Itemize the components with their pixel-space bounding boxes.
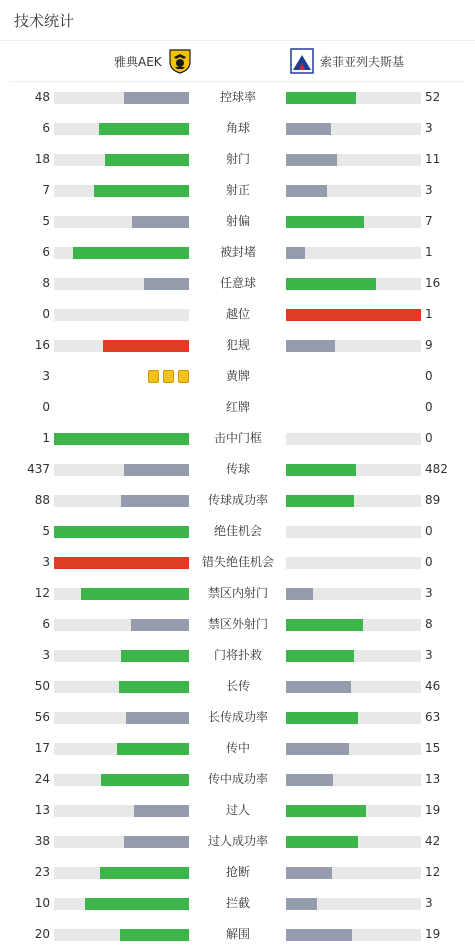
away-bar-track (286, 216, 421, 228)
away-bar-fill (286, 681, 351, 693)
away-bar-track (286, 464, 421, 476)
stat-row (0, 299, 475, 330)
away-bar-track (286, 278, 421, 290)
away-stat-value: 11 (425, 152, 441, 166)
stat-label: 射偏 (225, 214, 250, 228)
home-bar-track (54, 464, 189, 476)
away-bar-track (286, 247, 421, 259)
stat-label: 黄牌 (225, 369, 250, 383)
stat-row (0, 888, 475, 919)
home-bar-fill (81, 588, 189, 600)
away-stat-value: 8 (425, 617, 433, 631)
home-stat-value: 0 (42, 307, 50, 321)
home-stat-value: 7 (42, 183, 50, 197)
away-stat-value: 19 (425, 803, 441, 817)
stat-label: 错失绝佳机会 (201, 555, 274, 569)
stat-row (0, 919, 475, 950)
home-bar-fill (124, 836, 189, 848)
levski-crest-icon (290, 48, 314, 74)
away-bar-track (286, 154, 421, 166)
home-bar-fill (144, 278, 189, 290)
home-bar-track (54, 216, 189, 228)
home-bar-track (54, 712, 189, 724)
away-bar-fill (286, 216, 364, 228)
home-bar-fill (73, 247, 189, 259)
home-team[interactable] (114, 41, 192, 81)
away-stat-value: 42 (425, 834, 441, 848)
home-stat-value: 18 (34, 152, 50, 166)
home-bar-fill (100, 867, 189, 879)
away-stat-value: 52 (425, 90, 441, 104)
stat-label: 绝佳机会 (213, 524, 262, 538)
home-bar-fill (117, 743, 189, 755)
stat-label: 越位 (225, 307, 250, 321)
away-bar-track (286, 495, 421, 507)
away-bar-track (286, 526, 421, 538)
home-stat-value: 3 (42, 369, 50, 383)
home-stat-value: 12 (34, 586, 50, 600)
stat-row (0, 857, 475, 888)
home-bar-fill (121, 650, 189, 662)
home-stat-value: 437 (27, 462, 50, 476)
stat-row (0, 609, 475, 640)
away-stat-value: 0 (425, 555, 433, 569)
home-team-name: 雅典AEK (114, 54, 162, 69)
stat-row (0, 702, 475, 733)
away-bar-track (286, 867, 421, 879)
stat-label: 犯规 (225, 338, 250, 352)
stat-row (0, 82, 475, 113)
away-stat-value: 9 (425, 338, 433, 352)
away-bar-track (286, 123, 421, 135)
away-stat-value: 1 (425, 245, 433, 259)
home-stat-value: 88 (34, 493, 50, 507)
home-stat-value: 0 (42, 400, 50, 414)
stat-row (0, 206, 475, 237)
stat-label: 红牌 (225, 400, 250, 414)
away-bar-fill (286, 185, 327, 197)
away-stat-value: 7 (425, 214, 433, 228)
home-bar-track (54, 619, 189, 631)
away-stat-value: 12 (425, 865, 441, 879)
away-stat-value: 3 (425, 183, 433, 197)
home-bar-track (54, 743, 189, 755)
home-bar-fill (85, 898, 189, 910)
away-stat-value: 0 (425, 524, 433, 538)
home-bar-track (54, 433, 189, 445)
stats-list (0, 82, 475, 950)
yellow-cards (148, 370, 189, 383)
stat-label: 传球 (225, 462, 250, 476)
away-bar-fill (286, 278, 376, 290)
away-bar-fill (286, 867, 332, 879)
home-bar-track (54, 92, 189, 104)
stat-label: 长传 (225, 679, 250, 693)
away-stat-value: 0 (425, 431, 433, 445)
home-bar-fill (99, 123, 189, 135)
away-bar-track (286, 929, 421, 941)
home-bar-fill (120, 929, 189, 941)
away-bar-fill (286, 712, 358, 724)
home-stat-value: 10 (34, 896, 50, 910)
stat-row (0, 392, 475, 423)
stat-row (0, 795, 475, 826)
away-bar-fill (286, 154, 337, 166)
home-bar-fill (124, 464, 189, 476)
home-bar-track (54, 495, 189, 507)
home-bar-track (54, 588, 189, 600)
home-bar-fill (103, 340, 189, 352)
stat-row (0, 733, 475, 764)
home-stat-value: 50 (34, 679, 50, 693)
stat-row (0, 640, 475, 671)
home-bar-fill (132, 216, 189, 228)
stat-label: 长传成功率 (207, 710, 268, 724)
stat-label: 射门 (225, 152, 250, 166)
page-title: 技术统计 (14, 11, 75, 30)
away-bar-track (286, 340, 421, 352)
home-bar-track (54, 247, 189, 259)
stat-label: 传中成功率 (207, 772, 268, 786)
home-bar-fill (119, 681, 189, 693)
home-stat-value: 1 (42, 431, 50, 445)
stat-label: 门将扑救 (213, 648, 262, 662)
away-stat-value: 3 (425, 648, 433, 662)
home-stat-value: 17 (34, 741, 50, 755)
away-stat-value: 89 (425, 493, 441, 507)
home-bar-track (54, 340, 189, 352)
stat-row (0, 826, 475, 857)
away-stat-value: 13 (425, 772, 441, 786)
away-team[interactable] (290, 41, 404, 81)
home-stat-value: 56 (34, 710, 50, 724)
away-bar-track (286, 619, 421, 631)
away-bar-fill (286, 464, 356, 476)
home-stat-value: 38 (34, 834, 50, 848)
away-bar-fill (286, 495, 354, 507)
away-bar-track (286, 898, 421, 910)
yellow-card-icon (163, 370, 174, 383)
away-bar-fill (286, 619, 363, 631)
teams-bar (10, 41, 465, 82)
away-stat-value: 19 (425, 927, 441, 941)
away-bar-track (286, 774, 421, 786)
home-stat-value: 8 (42, 276, 50, 290)
stat-row (0, 454, 475, 485)
away-bar-track (286, 650, 421, 662)
stat-row (0, 547, 475, 578)
away-stat-value: 3 (425, 121, 433, 135)
stat-row (0, 144, 475, 175)
home-bar-track (54, 836, 189, 848)
home-stat-value: 20 (34, 927, 50, 941)
home-bar-track (54, 929, 189, 941)
stat-label: 拦截 (225, 896, 250, 910)
stat-row (0, 175, 475, 206)
stat-label: 过人成功率 (207, 834, 268, 848)
stats-header (0, 0, 475, 41)
home-bar-track (54, 867, 189, 879)
away-bar-fill (286, 123, 331, 135)
home-bar-fill (131, 619, 189, 631)
away-stat-value: 16 (425, 276, 441, 290)
home-bar-fill (124, 92, 189, 104)
home-bar-fill (94, 185, 189, 197)
home-bar-fill (105, 154, 189, 166)
away-bar-track (286, 433, 421, 445)
away-stat-value: 3 (425, 896, 433, 910)
away-bar-fill (286, 340, 335, 352)
home-bar-track (54, 650, 189, 662)
home-stat-value: 13 (34, 803, 50, 817)
home-stat-value: 6 (42, 245, 50, 259)
away-bar-track (286, 588, 421, 600)
stat-label: 抢断 (225, 865, 250, 879)
away-stat-value: 3 (425, 586, 433, 600)
home-bar-fill (54, 557, 189, 569)
home-stat-value: 24 (34, 772, 50, 786)
away-bar-fill (286, 929, 352, 941)
away-stat-value: 0 (425, 400, 433, 414)
stat-label: 过人 (225, 803, 250, 817)
stat-row (0, 330, 475, 361)
away-stat-value: 482 (425, 462, 448, 476)
home-bar-track (54, 154, 189, 166)
aek-crest-icon (168, 48, 192, 74)
home-bar-track (54, 309, 189, 321)
stat-row (0, 268, 475, 299)
stat-label: 射正 (225, 183, 250, 197)
away-bar-fill (286, 898, 317, 910)
stat-label: 角球 (225, 121, 250, 135)
stat-label: 传中 (225, 741, 250, 755)
away-bar-fill (286, 650, 354, 662)
stat-row (0, 578, 475, 609)
home-bar-track (54, 681, 189, 693)
home-stat-value: 3 (42, 555, 50, 569)
away-stat-value: 63 (425, 710, 441, 724)
home-bar-fill (101, 774, 189, 786)
stat-label: 任意球 (219, 276, 256, 290)
stat-label: 禁区外射门 (207, 617, 268, 631)
home-stat-value: 5 (42, 524, 50, 538)
yellow-card-icon (178, 370, 189, 383)
home-bar-track (54, 805, 189, 817)
away-bar-track (286, 92, 421, 104)
away-bar-track (286, 805, 421, 817)
away-bar-track (286, 309, 421, 321)
home-bar-track (54, 278, 189, 290)
home-bar-fill (121, 495, 189, 507)
away-bar-fill (286, 774, 333, 786)
away-bar-fill (286, 836, 358, 848)
stat-row (0, 423, 475, 454)
away-stat-value: 46 (425, 679, 441, 693)
away-stat-value: 15 (425, 741, 441, 755)
stat-label: 解围 (225, 927, 250, 941)
home-stat-value: 3 (42, 648, 50, 662)
away-bar-track (286, 743, 421, 755)
away-stat-value: 0 (425, 369, 433, 383)
stat-row (0, 485, 475, 516)
home-bar-track (54, 123, 189, 135)
stat-row (0, 516, 475, 547)
stat-row (0, 113, 475, 144)
home-stat-value: 48 (34, 90, 50, 104)
away-bar-track (286, 712, 421, 724)
stat-row (0, 361, 475, 392)
stat-row (0, 237, 475, 268)
away-bar-fill (286, 92, 356, 104)
away-stat-value: 1 (425, 307, 433, 321)
stat-label: 控球率 (219, 90, 256, 104)
away-bar-track (286, 836, 421, 848)
away-team-name: 索菲亚列夫斯基 (320, 54, 405, 69)
home-bar-track (54, 774, 189, 786)
stat-label: 禁区内射门 (207, 586, 268, 600)
home-bar-track (54, 185, 189, 197)
home-stat-value: 23 (34, 865, 50, 879)
home-stat-value: 5 (42, 214, 50, 228)
away-bar-track (286, 557, 421, 569)
away-bar-fill (286, 805, 366, 817)
away-bar-fill (286, 309, 421, 321)
stat-label: 传球成功率 (207, 493, 268, 507)
away-bar-fill (286, 743, 349, 755)
home-stat-value: 16 (34, 338, 50, 352)
home-stat-value: 6 (42, 617, 50, 631)
home-stat-value: 6 (42, 121, 50, 135)
home-bar-fill (134, 805, 189, 817)
home-bar-fill (126, 712, 189, 724)
yellow-card-icon (148, 370, 159, 383)
home-bar-track (54, 898, 189, 910)
stat-row (0, 764, 475, 795)
away-bar-track (286, 185, 421, 197)
home-bar-fill (54, 433, 189, 445)
stat-row (0, 671, 475, 702)
home-bar-fill (54, 526, 189, 538)
home-bar-track (54, 526, 189, 538)
home-bar-track (54, 557, 189, 569)
stat-label: 被封堵 (219, 245, 256, 259)
away-bar-fill (286, 588, 313, 600)
away-bar-fill (286, 247, 305, 259)
away-bar-track (286, 681, 421, 693)
stat-label: 击中门框 (213, 431, 262, 445)
